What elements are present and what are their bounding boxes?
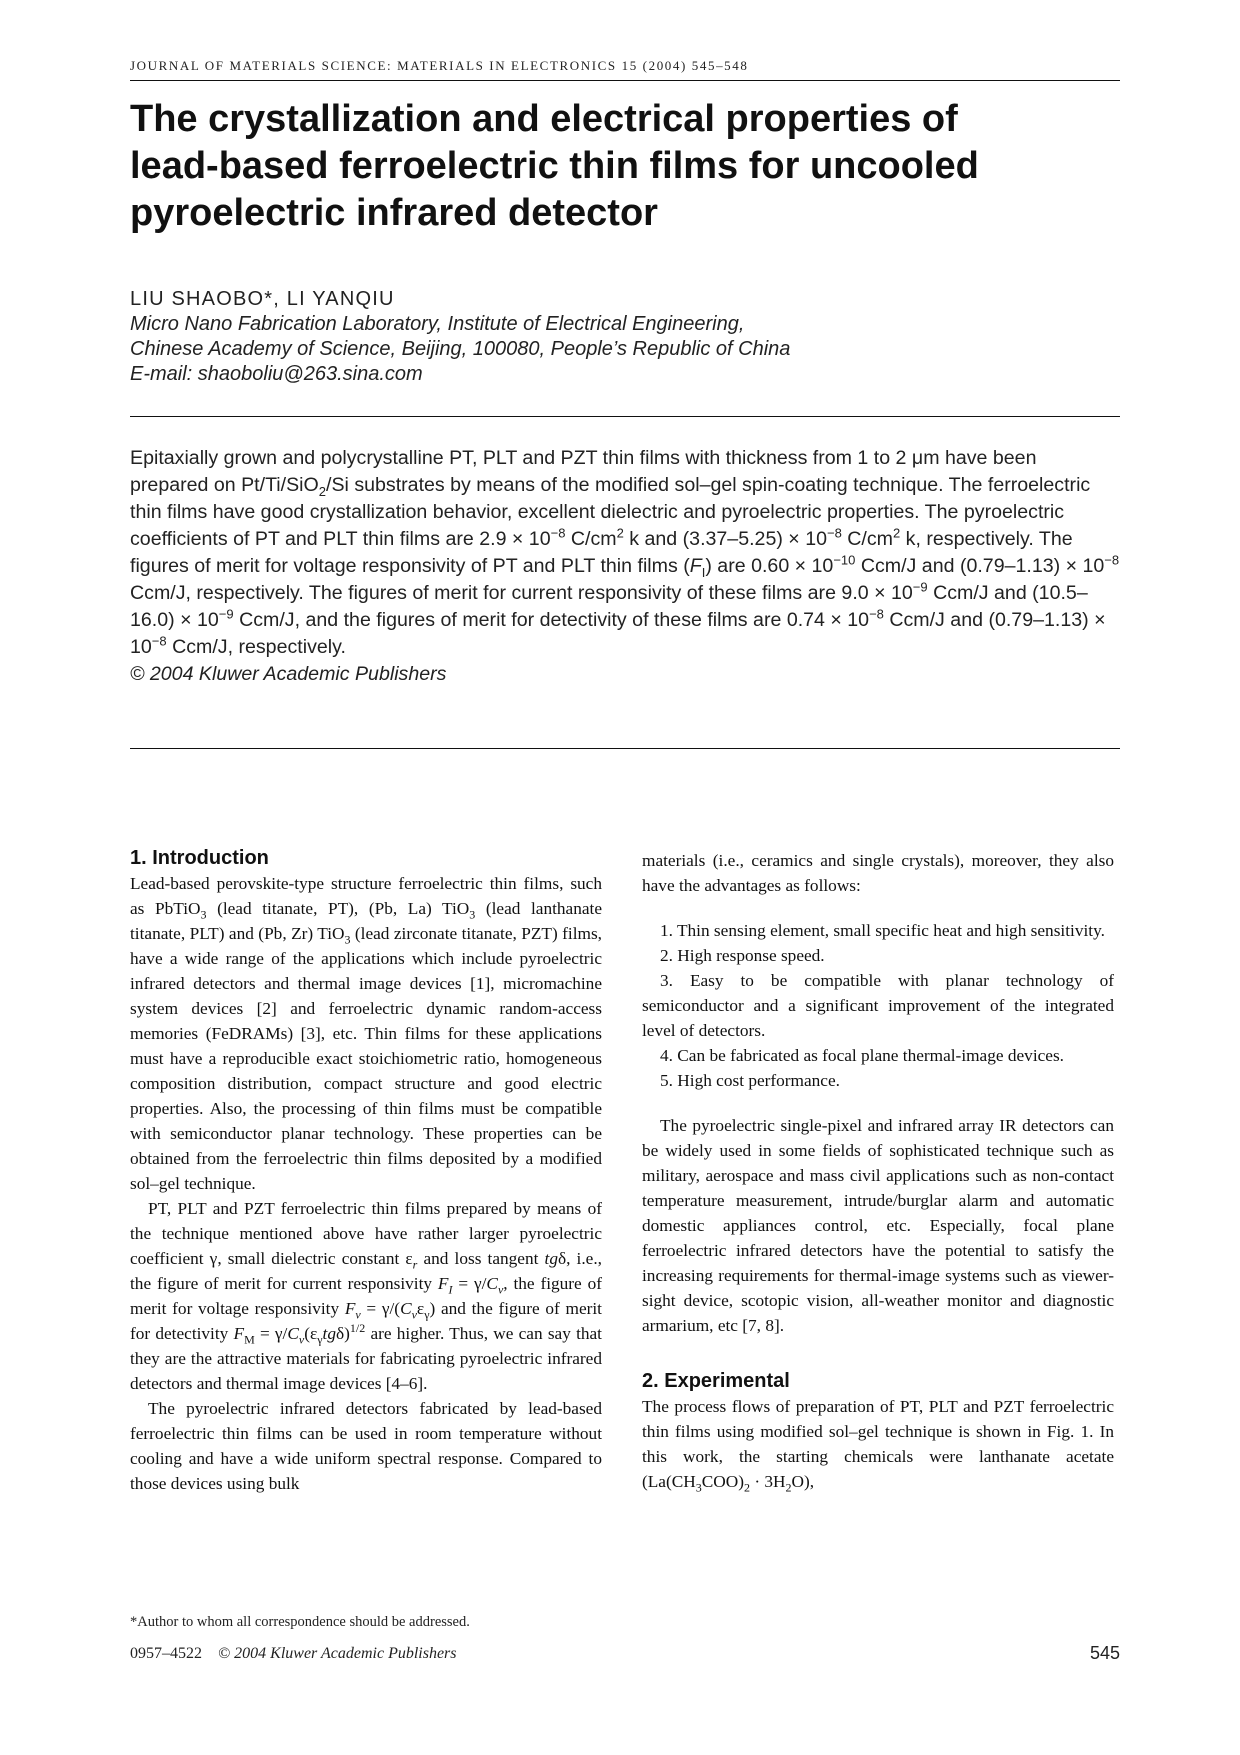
affiliation-line: Chinese Academy of Science, Beijing, 100080, People’s Republic of China [130, 338, 791, 360]
abstract-top-rule [130, 416, 1120, 417]
issn: 0957–4522 [130, 1645, 202, 1662]
experimental-paragraph: The process flows of preparation of PT, PLT and PZT ferroelectric thin films using modified sol–gel technique is shown in Fig. 1. In this work, the starting chemicals were lanthanate acetate $(La(CH_3COO)_2 \cdot 3H_2O)$, [642, 1397, 1114, 1495]
running-head: JOURNAL OF MATERIALS SCIENCE: MATERIALS IN ELECTRONICS 15 (2004) 545–548 [130, 58, 749, 73]
section-heading-experimental: 2. Experimental [642, 1370, 790, 1392]
page-number: 545 [1089, 1643, 1120, 1663]
affiliation [130, 312, 1120, 387]
title-line: lead-based ferroelectric thin films for uncooled [130, 145, 979, 187]
author-footnote: *Author to whom all correspondence should be addressed. [130, 1614, 470, 1630]
section-heading-introduction: 1. Introduction [130, 847, 269, 869]
list-item: 3. Easy to be compatible with planar technology of semiconductor and a significant improvement of the integrated level of detectors. [642, 971, 1114, 1040]
left-column [130, 845, 602, 1496]
abstract-copyright: © 2004 Kluwer Academic Publishers [130, 663, 447, 685]
intro-paragraph-1: Lead-based perovskite-type structure ferroelectric thin films, such as PbTiO$_3$ (lead titanate, PT), (Pb, La) TiO$_3$ (lead lanthanate titanate, PLT) and (Pb, Zr) TiO$_3$ (lead zirconate titanate, PZT) films, have a wide range of the applications which include pyroelectric infrared detectors and thermal image devices [1], micromachine system devices [2] and ferroelectric dynamic random-access memories (FeDRAMs) [3], etc. Thin films for these applications must have a reproducible exact stoichiometric ratio, homogeneous composition distribution, compact structure and good electric properties. Also, the processing of thin films must be compatible with semiconductor planar technology. These properties can be obtained from the ferroelectric thin films deposited by a modified sol–gel technique. [130, 874, 603, 1193]
header-rule [130, 80, 1120, 81]
email: E-mail: shaoboliu@263.sina.com [130, 363, 423, 385]
right-column [642, 848, 1114, 1494]
intro-paragraph-4: The pyroelectric single-pixel and infrared array IR detectors can be widely used in some fields of sophisticated technique such as military, aerospace and mass civil applications such as non-contact temperature measurement, intrude/burglar alarm and automatic domestic appliances control, etc. Especially, focal plane ferroelectric infrared detectors have the potential to satisfy the increasing requirements for thermal-image systems such as viewer-sight device, scotopic vision, all-weather monitor and diagnostic armarium, etc [7, 8]. [642, 1116, 1114, 1335]
list-item: 1. Thin sensing element, small specific heat and high sensitivity. [660, 921, 1105, 940]
paper-title [130, 96, 1110, 237]
list-item: 5. High cost performance. [660, 1071, 840, 1090]
authors: LIU SHAOBO*, LI YANQIU [130, 288, 395, 310]
intro-paragraph-2: PT, PLT and PZT ferroelectric thin films prepared by means of the technique mentioned above have rather larger pyroelectric coefficient γ, small dielectric constant $\varepsilon_r$ and loss tangent tgδ, i.e., the figure of merit for current responsivity $F_I = \gamma/C_v$, the figure of merit for voltage responsivity $F_v = \gamma/(C_v\varepsilon_\gamma)$ and the figure of merit for detectivity $F_M = \gamma/C_v(\varepsilon_\gamma tg\delta)^{1/2}$ are higher. Thus, we can say that they are the attractive materials for fabricating pyroelectric infrared detectors and thermal image devices [4–6]. [130, 1199, 602, 1393]
abstract-bottom-rule [130, 748, 1120, 749]
footer-publisher [130, 1645, 457, 1663]
title-line: pyroelectric infrared detector [130, 192, 658, 234]
affiliation-line: Micro Nano Fabrication Laboratory, Institute of Electrical Engineering, [130, 313, 745, 335]
footer-copyright: © 2004 Kluwer Academic Publishers [218, 1645, 457, 1662]
list-item: 2. High response speed. [660, 946, 825, 965]
abstract: Epitaxially grown and polycrystalline PT, PLT and PZT thin films with thickness from 1 to 2 μm have been prepared on Pt/Ti/SiO$_2$/Si substrates by means of the modified sol–gel spin-coating technique. The ferroelectric thin films have good crystallization behavior, excellent dielectric and pyroelectric properties. The pyroelectric coefficients of PT and PLT thin films are $2.9 \times 10^{-8}$ $C/cm^2$ k and $(3.37-5.25) \times 10^{-8}$ $C/cm^2$ k, respectively. The figures of merit for voltage responsivity of PT and PLT thin films $(F_I)$ are $0.60 \times 10^{-10}$ Ccm/J and $(0.79-1.13) \times 10^{-8}$ Ccm/J, respectively. The figures of merit for current responsivity of these films are $9.0 \times 10^{-9}$ Ccm/J and $(10.5-16.0) \times 10^{-9}$ Ccm/J, and the figures of merit for detectivity of these films are $0.74 \times 10^{-8}$ Ccm/J and $(0.79-1.13) \times 10^{-8}$ Ccm/J, respectively. © 2004 Kluwer Academic Publishers [130, 447, 1120, 685]
list-item: 4. Can be fabricated as focal plane thermal-image devices. [660, 1046, 1064, 1065]
title-line: The crystallization and electrical properties of [130, 98, 958, 140]
intro-continued-paragraph: materials (i.e., ceramics and single crystals), moreover, they also have the advantages as follows: [642, 851, 1114, 895]
intro-paragraph-3: The pyroelectric infrared detectors fabricated by lead-based ferroelectric thin films can be used in room temperature without cooling and have a wide uniform spectral response. Compared to those devices using bulk [130, 1399, 602, 1493]
